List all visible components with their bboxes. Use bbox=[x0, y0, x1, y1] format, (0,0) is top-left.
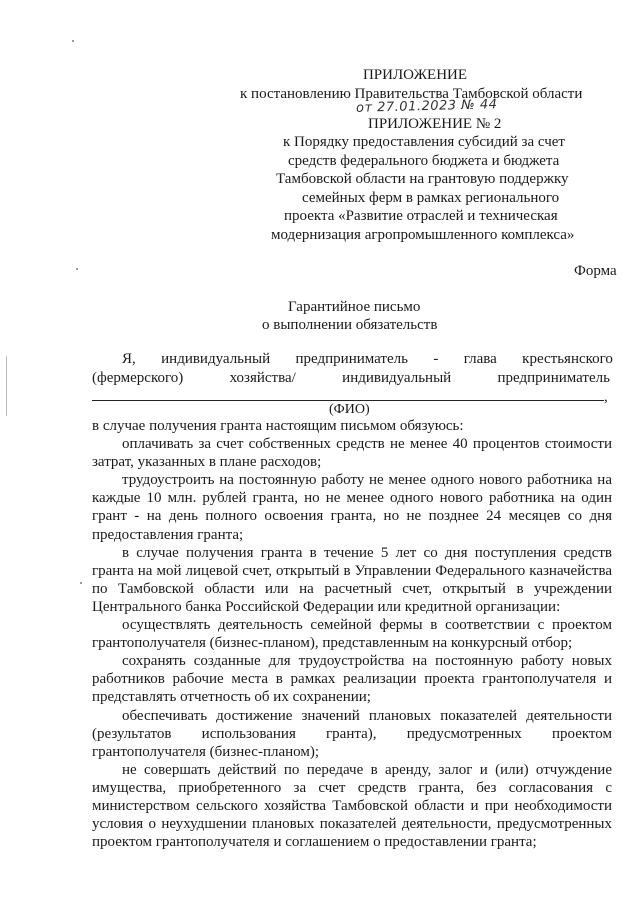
scan-speck bbox=[80, 582, 82, 584]
body-line: оплачивать за счет собственных средств не менее 40 процентов стоимости bbox=[122, 436, 612, 452]
intro-word: предприниматель bbox=[497, 370, 610, 386]
body-line: грантополучателя (бизнес-планом), представленным на конкурсный отбор; bbox=[92, 635, 573, 652]
intro-word: хозяйства/ bbox=[229, 370, 296, 386]
resolution-line: к постановлению Правительства Тамбовской области bbox=[240, 86, 583, 102]
body-line: представлять отчетность об их сохранении; bbox=[92, 689, 371, 706]
intro-word: крестьянского bbox=[522, 351, 613, 367]
intro-word: индивидуальный bbox=[161, 351, 271, 367]
intro-word: (фермерского) bbox=[92, 370, 184, 386]
body-line: министерством сельского хозяйства Тамбовской области и при необходимости bbox=[92, 798, 612, 814]
body-line: имущества, приобретенного за счет средств гранта, без согласования с bbox=[92, 779, 612, 796]
scan-speck bbox=[76, 268, 78, 270]
appendix-title: ПРИЛОЖЕНИЕ bbox=[362, 67, 468, 83]
letter-subtitle: о выполнении обязательств bbox=[262, 317, 438, 333]
body-line: (результатов использования гранта), предусмотренных проектом bbox=[92, 725, 612, 742]
fio-trailing-comma: , bbox=[604, 389, 608, 405]
intro-word: индивидуальный bbox=[342, 370, 452, 386]
intro-line-2 bbox=[92, 369, 610, 387]
procedure-line: к Порядку предоставления субсидий за счет bbox=[283, 134, 565, 150]
procedure-line: средств федерального бюджета и бюджета bbox=[288, 152, 560, 169]
body-line: затрат, указанных в плане расходов; bbox=[92, 454, 322, 471]
body-line: работников рабочие места в рамках реализации проекта грантополучателя и bbox=[92, 671, 612, 688]
form-label: Форма bbox=[574, 263, 617, 279]
handwritten-date-number: от 27.01.2023 № 44 bbox=[355, 97, 498, 116]
procedure-line: Тамбовской области на грантовую поддержку bbox=[276, 171, 569, 187]
body-line: сохранять созданные для трудоустройства на постоянную работу новых bbox=[122, 653, 612, 670]
body-line: Центрального банка Российской Федерации или кредитной организации: bbox=[92, 598, 561, 615]
appendix-2-title: ПРИЛОЖЕНИЕ № 2 bbox=[368, 116, 502, 132]
intro-word: предприниматель bbox=[295, 351, 408, 367]
body-line: в случае получения гранта в течение 5 лет со дня поступления средств bbox=[122, 544, 612, 561]
body-line: обеспечивать достижение значений плановых показателей деятельности bbox=[122, 707, 612, 724]
commitment-intro: в случае получения гранта настоящим письмом обязуюсь: bbox=[92, 418, 464, 434]
intro-word: Я, bbox=[122, 351, 136, 367]
body-line: не совершать действий по передаче в аренду, залог и (или) отчуждение bbox=[122, 761, 612, 778]
body-line: проектом грантополучателя и соглашением о предоставлении гранта; bbox=[92, 834, 537, 851]
fio-caption: (ФИО) bbox=[329, 402, 370, 417]
body-line: предоставления гранта; bbox=[92, 526, 244, 543]
scan-speck bbox=[72, 40, 74, 42]
body-line: осуществлять деятельность семейной фермы в соответствии с проектом bbox=[122, 617, 612, 633]
body-line: грантополучателя (бизнес-планом); bbox=[92, 743, 320, 760]
letter-title: Гарантийное письмо bbox=[288, 299, 421, 315]
intro-word: - bbox=[433, 351, 439, 367]
procedure-line: проекта «Развитие отраслей и техническая bbox=[284, 208, 558, 224]
body-line: гранта на мой лицевой счет, открытый в Управлении Федерального казначейства bbox=[92, 562, 612, 579]
procedure-line: модернизация агропромышленного комплекса» bbox=[271, 226, 575, 243]
body-line: каждые 10 млн. рублей гранта, но не менее одного нового работника на один bbox=[92, 490, 612, 507]
body-line: трудоустроить на постоянную работу не менее одного нового работника на bbox=[122, 472, 612, 489]
body-line: грант - на день полного освоения гранта, но не позднее 24 месяцев со дня bbox=[92, 508, 612, 525]
body-line: условия о неухудшении плановых показателей деятельности, предусмотренных bbox=[92, 816, 612, 833]
scan-edge-mark bbox=[6, 356, 7, 416]
procedure-line: семейных ферм в рамках регионального bbox=[302, 189, 560, 206]
intro-line-1 bbox=[122, 350, 613, 368]
intro-word: глава bbox=[463, 351, 497, 367]
body-line: по Тамбовской области или на расчетный счет, открытый в учреждении bbox=[92, 580, 612, 597]
